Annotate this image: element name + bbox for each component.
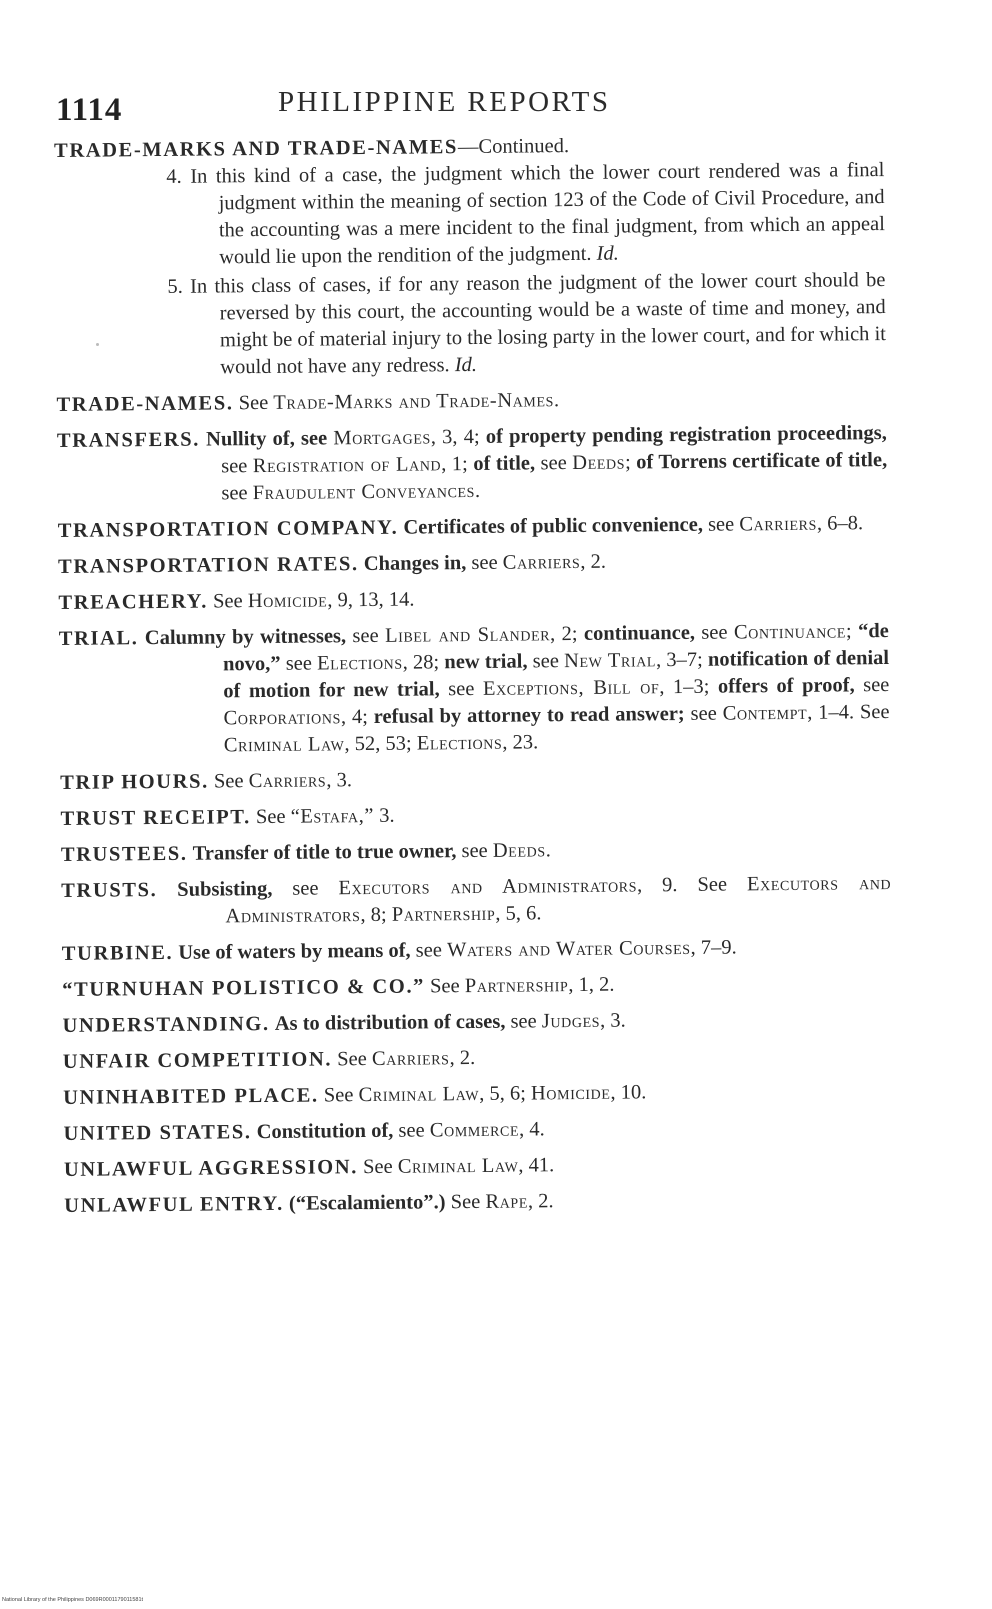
entry-text: Transfer of title to true owner,: [192, 840, 457, 865]
cross-ref: Corporations: [223, 706, 342, 730]
entry-transportation-rates: [58, 546, 888, 581]
cross-ref: Criminal Law: [397, 1154, 519, 1178]
ref-numbers: , 3.: [599, 1009, 626, 1032]
see-label: see: [221, 482, 248, 505]
entry-text: (“Escalamiento”.): [288, 1191, 446, 1215]
cross-ref: Carriers: [739, 512, 818, 536]
see-label: see: [863, 674, 890, 697]
entry-text: As to distribution of cases,: [274, 1010, 506, 1035]
entry-unlawful-entry: [64, 1185, 894, 1220]
see-label: See: [238, 391, 269, 415]
ref-numbers: , 1–4.: [807, 701, 855, 724]
para-text: In this class of cases, if for any reason the judgment of the lower court should be reversed by this court, the accounting would be a waste of time and money, and might be of material injury to the losing party in the lower court, and for which it would not have any redress.: [189, 269, 887, 379]
cross-ref: “Estafa,”: [290, 804, 375, 828]
continued-label: —Continued.: [457, 135, 570, 159]
entry-text: new trial,: [444, 650, 528, 674]
ref-numbers: , 2;: [550, 622, 578, 646]
entry-turbine: [62, 933, 892, 968]
running-title: PHILIPPINE REPORTS: [278, 86, 611, 118]
see-label: See: [697, 873, 728, 896]
entry-text: Constitution of,: [256, 1119, 394, 1144]
cross-ref: New Trial: [563, 649, 657, 673]
page-header: [56, 80, 936, 130]
entry-united-states: [63, 1113, 893, 1148]
see-label: See: [362, 1155, 393, 1179]
cross-ref: Rape: [485, 1190, 529, 1213]
entry-head: TRANSPORTATION COMPANY.: [57, 516, 399, 542]
entry-text: Calumny by witnesses,: [144, 625, 347, 650]
cross-ref: Registration of Land: [252, 453, 442, 478]
entry-text: Certificates of public convenience,: [403, 513, 704, 539]
see-label: see: [461, 839, 488, 863]
cross-ref: Commerce: [429, 1118, 520, 1142]
entry-text: Subsisting,: [177, 877, 273, 901]
entry-head: TRADE-NAMES.: [56, 392, 234, 416]
cross-ref: Elections: [317, 651, 403, 675]
entry-head: TREACHERY.: [58, 590, 209, 614]
see-label: see: [532, 650, 559, 673]
page-number: 1114: [56, 92, 123, 128]
ref-numbers: ;: [624, 451, 631, 474]
ref-numbers: , 9.: [636, 874, 678, 897]
cross-ref: Deeds: [572, 451, 626, 475]
see-label: See: [212, 590, 243, 613]
see-label: see: [415, 939, 442, 962]
cross-ref: Judges: [541, 1009, 601, 1033]
ref-numbers: , 7–9.: [690, 936, 737, 959]
entry-trusts: [61, 870, 891, 932]
entry-head: “TURNUHAN POLISTICO & CO.”: [62, 975, 426, 1001]
entry-text: continuance,: [583, 621, 696, 645]
entry-text: offers of proof,: [717, 674, 855, 698]
see-label: See: [323, 1084, 354, 1107]
see-label: see: [540, 452, 567, 475]
entry-treachery: [58, 582, 888, 617]
entry-text: Use of waters by means of,: [178, 939, 411, 964]
see-label: see: [701, 621, 728, 644]
ref-numbers: , 3–7;: [655, 648, 703, 672]
entry-text: notification of denial of motion for new trial,: [223, 647, 890, 703]
entry-turnuhan-polistico: [62, 969, 892, 1004]
cross-ref: Carriers: [248, 769, 327, 793]
see-label: see: [292, 877, 319, 900]
entry-text: of Torrens certificate of title,: [636, 449, 888, 474]
see-label: see: [448, 677, 475, 701]
see-label: see: [285, 652, 313, 675]
see-label: see: [221, 455, 248, 478]
entry-trademarks-para-4: [54, 157, 885, 273]
entry-trustees: [61, 834, 891, 869]
entry-unlawful-aggression: [64, 1149, 894, 1184]
entry-trade-names: [56, 384, 886, 419]
entry-head: TURBINE.: [61, 941, 174, 965]
entry-head: TRANSFERS.: [56, 428, 201, 452]
cross-ref: Continuance: [733, 620, 847, 644]
ref-numbers: , 6–8.: [816, 512, 864, 535]
entry-transfers: [57, 420, 888, 509]
cross-ref: Executors and Administrators: [338, 874, 638, 900]
cross-ref: Deeds.: [492, 839, 552, 862]
cross-ref: Libel and Slander: [384, 623, 551, 647]
see-label: See: [213, 770, 244, 793]
cross-ref: Carriers: [502, 550, 581, 574]
ref-numbers: , 2.: [449, 1047, 476, 1070]
entry-head: UNDERSTANDING.: [62, 1012, 270, 1037]
cross-ref: Waters and Water Courses: [446, 936, 691, 962]
cross-ref: Elections: [416, 731, 503, 755]
cross-ref: Carriers: [371, 1047, 450, 1070]
entry-transportation-company: [58, 510, 888, 545]
see-label: See: [450, 1190, 481, 1214]
see-label: see: [398, 1119, 425, 1142]
cross-ref: Homicide: [530, 1081, 611, 1105]
index-entries: [54, 130, 894, 1229]
entry-trust-receipt: [60, 798, 890, 833]
ref-numbers: , 1, 2.: [568, 973, 615, 997]
entry-head: TRIAL.: [58, 627, 139, 650]
entry-text: of title,: [473, 452, 536, 475]
entry-head: TRANSPORTATION RATES.: [58, 553, 359, 578]
cross-ref: Partnership: [464, 974, 569, 998]
see-label: see: [690, 702, 717, 725]
entry-text: “de novo,”: [222, 620, 889, 676]
see-label: See: [255, 805, 286, 829]
cross-ref: Executors and Administrators: [225, 871, 892, 928]
cross-ref: Criminal Law: [223, 733, 345, 757]
ref-numbers: , 52, 53;: [344, 732, 412, 756]
scan-footer-note: National Library of the Philippines D069R0001179011581t: [2, 1597, 144, 1603]
ref-numbers: , 41.: [518, 1154, 555, 1177]
cross-ref: Trade-Marks and Trade-Names.: [273, 389, 560, 414]
entry-head: UNLAWFUL ENTRY.: [64, 1192, 284, 1217]
cross-ref: Mortgages: [333, 426, 431, 450]
see-label: see: [471, 551, 498, 575]
ref-numbers: , 1–3;: [659, 675, 710, 699]
ref-numbers: 3.: [373, 804, 395, 827]
entry-uninhabited-place: [63, 1077, 893, 1112]
ref-numbers: , 2.: [527, 1190, 554, 1213]
entry-text: refusal by attorney to read answer;: [373, 702, 685, 728]
ref-numbers: , 5, 6.: [495, 902, 542, 925]
entry-trip-hours: [60, 762, 890, 797]
entry-trial: [59, 618, 890, 761]
entry-head: UNINHABITED PLACE.: [63, 1084, 319, 1109]
cross-ref: Homicide: [247, 589, 328, 613]
entry-head: TRADE-MARKS AND TRADE-NAMES: [54, 136, 459, 162]
cross-ref: Criminal Law: [358, 1082, 480, 1107]
entry-trademarks-para-5: [55, 267, 886, 383]
ref-numbers: , 3.: [326, 769, 352, 792]
cross-ref: Contempt: [722, 701, 808, 725]
entry-unfair-competition: [63, 1041, 893, 1076]
entry-head: TRUST RECEIPT.: [60, 806, 251, 830]
entry-head: TRIP HOURS.: [60, 770, 209, 794]
para-ref: Id.: [596, 242, 619, 265]
para-number: 4.: [166, 165, 182, 188]
ref-numbers: , 4.: [518, 1118, 545, 1141]
ref-numbers: , 28;: [402, 651, 440, 674]
entry-head: TRUSTEES.: [60, 842, 188, 866]
entry-head: UNFAIR COMPETITION.: [62, 1048, 333, 1073]
entry-text: Nullity of, see: [205, 427, 328, 451]
ref-numbers: , 3, 4;: [430, 425, 480, 449]
para-number: 5.: [167, 275, 183, 298]
ref-numbers: ;: [845, 620, 852, 643]
para-ref: Id.: [454, 353, 478, 377]
entry-head: TRUSTS.: [61, 879, 158, 902]
see-label: see: [707, 513, 735, 536]
entry-text: Changes in,: [363, 552, 467, 576]
ref-numbers: , 10.: [610, 1081, 647, 1104]
ref-numbers: , 9, 13, 14.: [327, 588, 415, 612]
ref-numbers: , 5, 6;: [479, 1082, 526, 1105]
see-label: See: [337, 1048, 367, 1071]
ref-numbers: , 4;: [340, 706, 368, 729]
ref-numbers: , 8;: [360, 903, 387, 927]
entry-understanding: [62, 1005, 892, 1040]
cross-ref: Partnership: [391, 902, 496, 926]
ref-numbers: , 1;: [441, 453, 468, 476]
entry-head: UNLAWFUL AGGRESSION.: [63, 1156, 359, 1181]
see-label: See: [859, 701, 890, 724]
ref-numbers: , 2.: [580, 550, 607, 573]
see-label: See: [429, 975, 460, 998]
para-text: In this kind of a case, the judgment which the lower court rendered was a final judgment within the meaning of section 123 of the Code of Civil Procedure, and the accounting was a mere incident to the final judgment, from which an appeal would lie upon the rendition of the judgment.: [190, 159, 885, 269]
cross-ref: Fraudulent Conveyances.: [252, 479, 481, 505]
ref-numbers: , 23.: [502, 731, 539, 754]
cross-ref: Exceptions, Bill of: [482, 676, 660, 700]
entry-text: of property pending registration proceedings,: [485, 422, 887, 448]
see-label: see: [510, 1010, 537, 1033]
entry-head: UNITED STATES.: [63, 1121, 252, 1145]
see-label: see: [352, 624, 379, 648]
